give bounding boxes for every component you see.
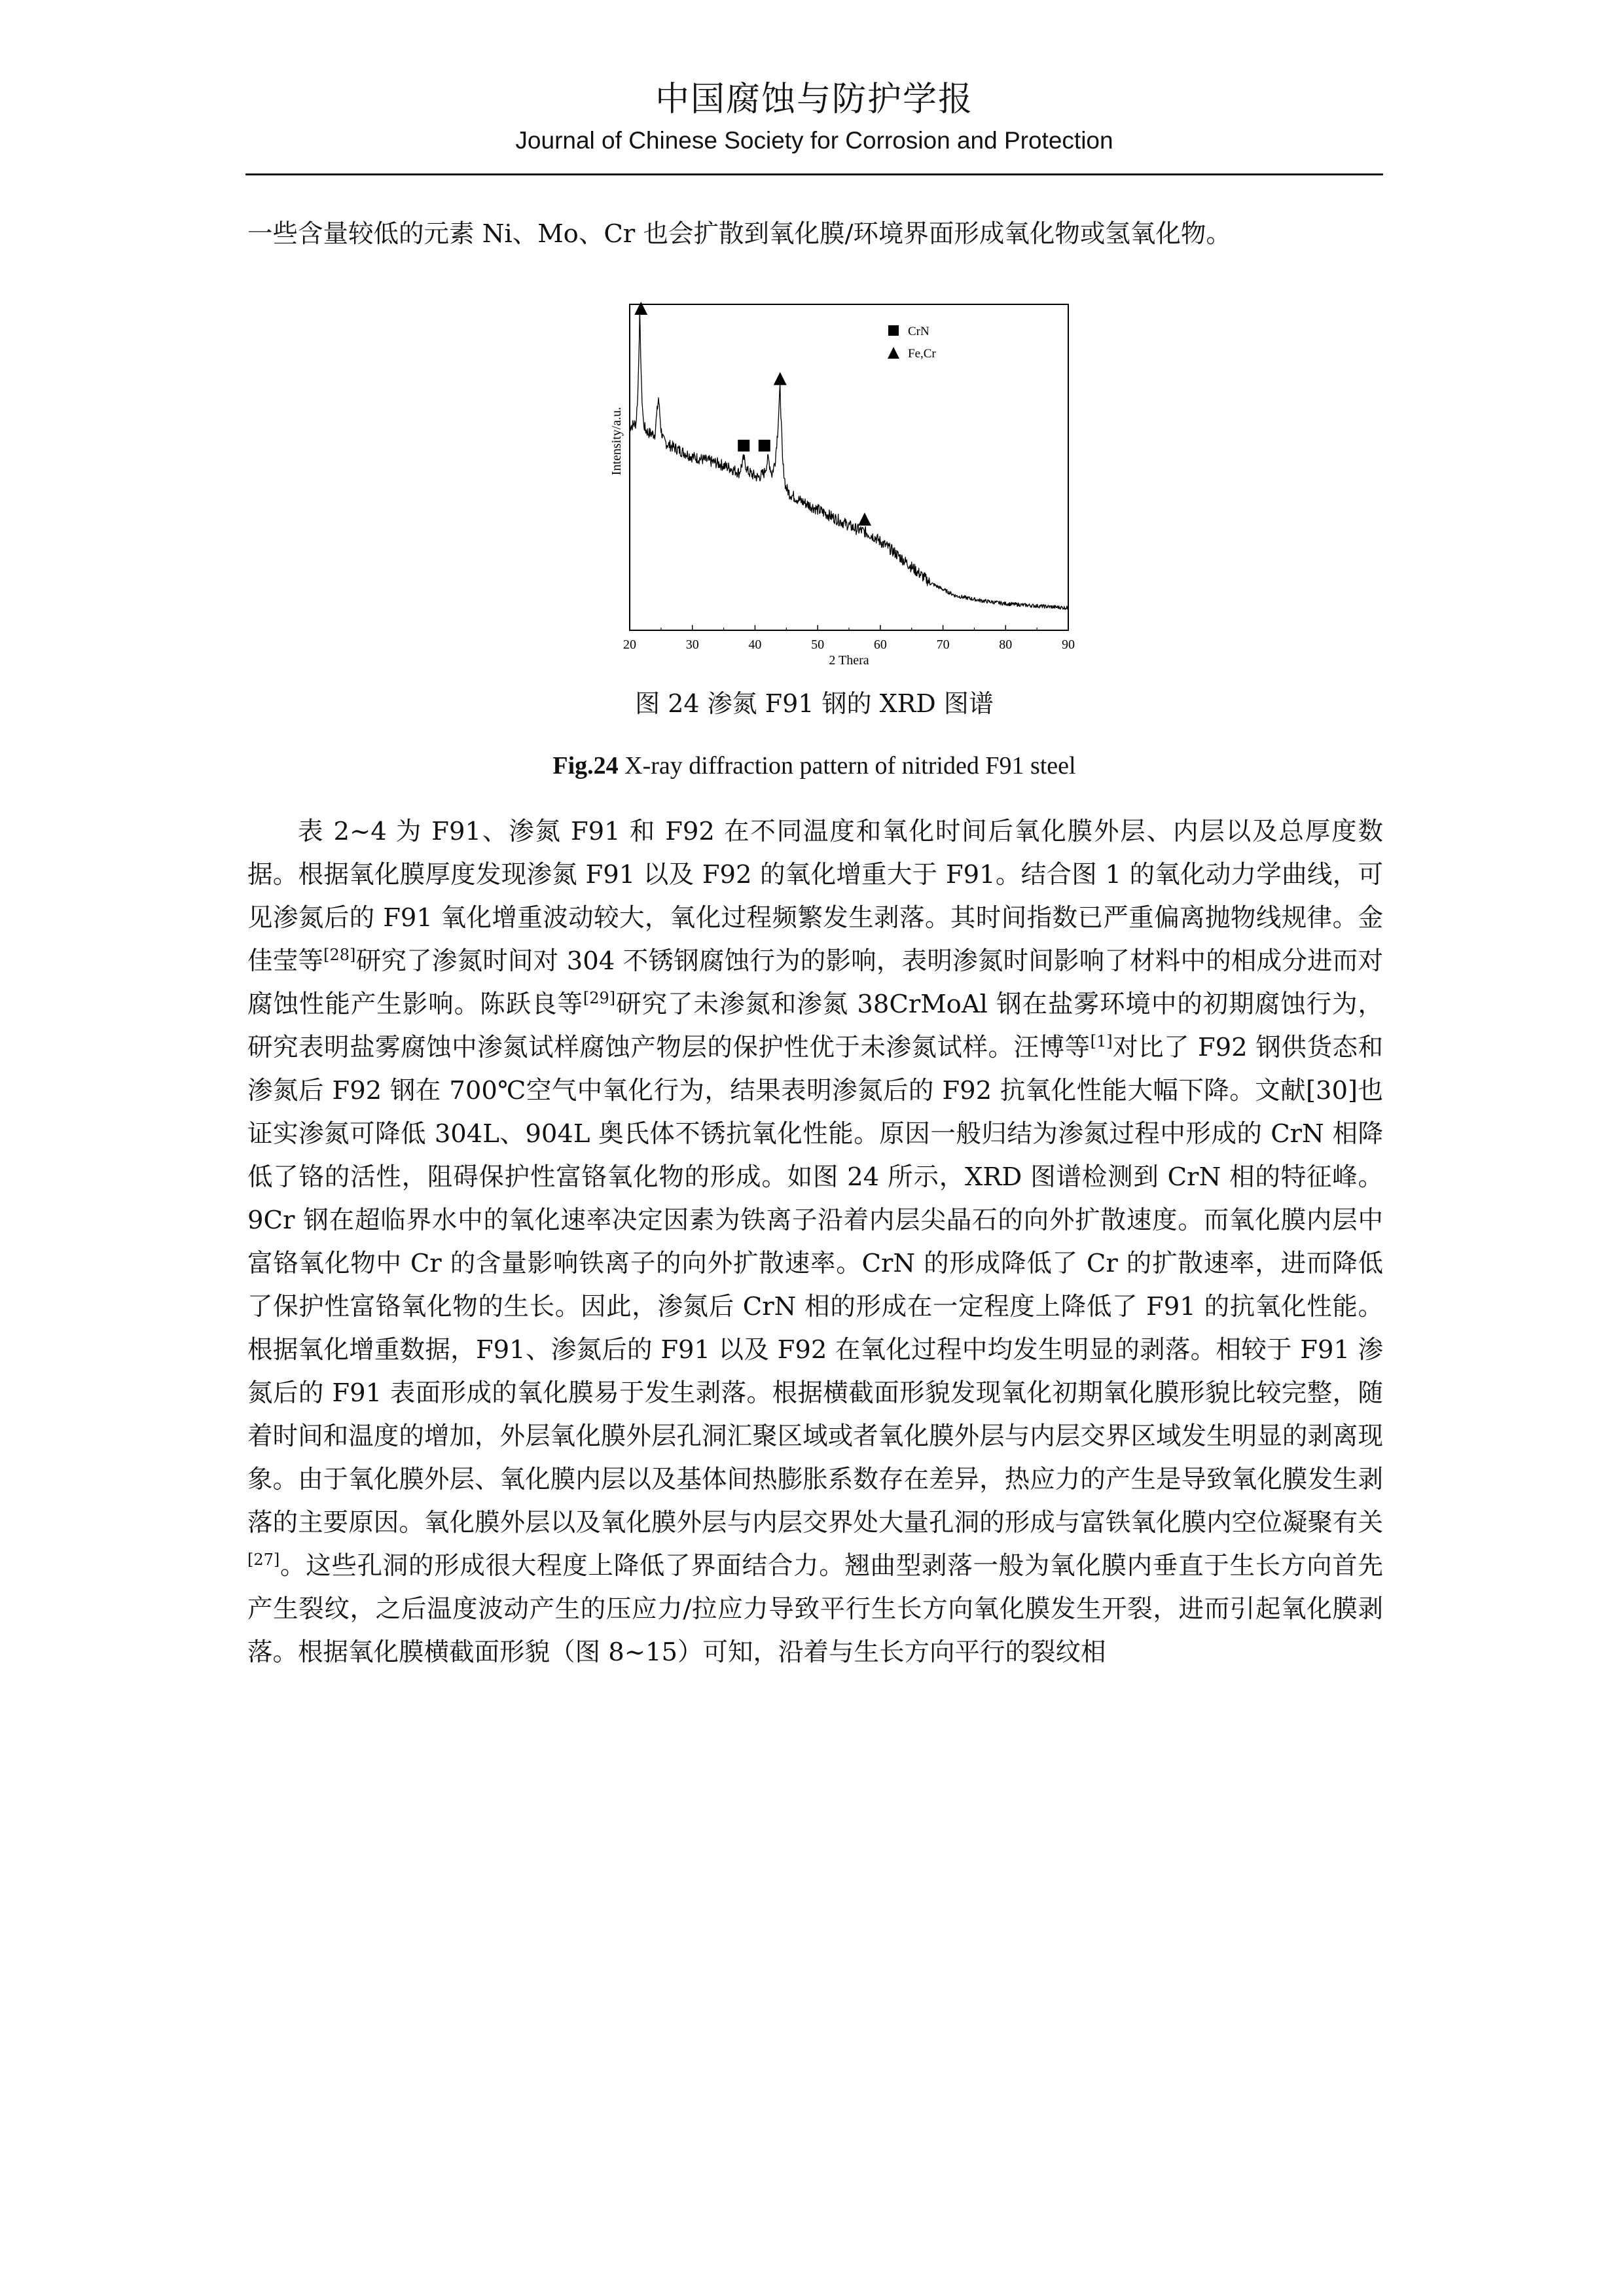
x-tick-label: 20	[623, 637, 636, 652]
figure-caption-en	[245, 747, 1383, 784]
citation-27: [27]	[247, 1551, 280, 1570]
figure-caption-label: Fig.24	[552, 752, 619, 780]
y-axis-label: Intensity/a.u.	[609, 406, 624, 476]
x-tick-label: 70	[936, 637, 950, 652]
crn-peak-marker	[759, 440, 770, 452]
xrd-series-line	[630, 310, 1068, 609]
legend-triangle-marker	[888, 347, 899, 359]
paragraph-2-part-2: 研究了渗氮时间对 304 不锈钢腐蚀行为的影响，表明渗氮时间影响了材料中的相成分进而对腐蚀性能产生影响。陈跃良等	[247, 946, 1383, 1019]
citation-28: [28]	[323, 946, 356, 965]
x-tick-label: 90	[1062, 637, 1075, 652]
paragraph-2-part-1: 表 2~4 为 F91、渗氮 F91 和 F92 在不同温度和氧化时间后氧化膜外层、内层以及总厚度数据。根据氧化膜厚度发现渗氮 F91 以及 F92 的氧化增重大于 F91。结合图 1 的氧化动力学曲线，可见渗氮后的 F91 氧化增重波动较大，氧化过程频繁发生剥落。其时间指数已严重偏离抛物线规律。金佳莹等	[247, 817, 1383, 976]
figure-caption-cn: 图 24 渗氮 F91 钢的 XRD 图谱	[635, 689, 994, 718]
paragraph-2	[247, 810, 1383, 1674]
x-tick-label: 60	[873, 637, 887, 652]
xrd-figure	[589, 298, 1087, 677]
legend-label: CrN	[908, 325, 929, 338]
crn-peak-marker	[738, 440, 749, 452]
x-tick-label: 30	[685, 637, 699, 652]
x-tick-label: 80	[999, 637, 1013, 652]
paragraph-2-part-3: 研究了未渗氮和渗氮 38CrMoAl 钢在盐雾环境中的初期腐蚀行为，研究表明盐雾腐蚀中渗氮试样腐蚀产物层的保护性优于未渗氮试样。汪博等	[247, 990, 1383, 1062]
x-axis-label: 2 Thera	[829, 653, 869, 668]
x-tick-label: 40	[748, 637, 762, 652]
paragraph-2-part-5: 。这些孔洞的形成很大程度上降低了界面结合力。翘曲型剥落一般为氧化膜内垂直于生长方向首先产生裂纹，之后温度波动产生的压应力/拉应力导致平行生长方向氧化膜发生开裂，进而引起氧化膜剥落。根据氧化膜横截面形貌（图 8~15）可知，沿着与生长方向平行的裂纹相	[247, 1551, 1383, 1667]
fecr-peak-marker	[774, 372, 787, 385]
paragraph-2-part-4: 对比了 F92 钢供货态和渗氮后 F92 钢在 700℃空气中氧化行为，结果表明渗氮后的 F92 抗氧化性能大幅下降。文献[30]也证实渗氮可降低 304L、904L 奥氏体不锈抗氧化性能。原因一般归结为渗氮过程中形成的 CrN 相降低了铬的活性，阻碍保护性富铬氧化物的形成。如图 24 所示，XRD 图谱检测到 CrN 相的特征峰。9Cr 钢在超临界水中的氧化速率决定因素为铁离子沿着内层尖晶石的向外扩散速度。而氧化膜内层中富铬氧化物中 Cr 的含量影响铁离子的向外扩散速率。CrN 的形成降低了 Cr 的扩散速率，进而降低了保护性富铬氧化物的生长。因此，渗氮后 CrN 相的形成在一定程度上降低了 F91 的抗氧化性能。根据氧化增重数据，F91、渗氮后的 F91 以及 F92 在氧化过程中均发生明显的剥落。相较于 F91 渗氮后的 F91 表面形成的氧化膜易于发生剥落。根据横截面形貌发现氧化初期氧化膜形貌比较完整，随着时间和温度的增加，外层氧化膜外层孔洞汇聚区域或者氧化膜外层与内层交界区域发生明显的剥离现象。由于氧化膜外层、氧化膜内层以及基体间热膨胀系数存在差异，热应力的产生是导致氧化膜发生剥落的主要原因。氧化膜外层以及氧化膜外层与内层交界处大量孔洞的形成与富铁氧化膜内空位凝聚有关	[247, 1033, 1383, 1537]
citation-29: [29]	[583, 989, 616, 1008]
journal-title-cn: 中国腐蚀与防护学报	[655, 80, 973, 119]
legend-square-marker	[888, 325, 899, 336]
citation-1: [1]	[1090, 1032, 1113, 1051]
journal-header	[245, 77, 1383, 157]
figure-caption-text: X-ray diffraction pattern of nitrided F91 steel	[618, 752, 1076, 780]
xrd-chart	[589, 298, 1087, 677]
fecr-peak-marker	[858, 512, 871, 526]
plot-frame	[630, 304, 1068, 630]
paragraph-1: 一些含量较低的元素 Ni、Mo、Cr 也会扩散到氧化膜/环境界面形成氧化物或氢氧化物。	[247, 219, 1231, 249]
journal-title-en: Journal of Chinese Society for Corrosion and Protection	[515, 127, 1113, 154]
x-tick-label: 50	[811, 637, 825, 652]
header-rule	[245, 173, 1383, 175]
legend-label: Fe,Cr	[908, 347, 936, 361]
